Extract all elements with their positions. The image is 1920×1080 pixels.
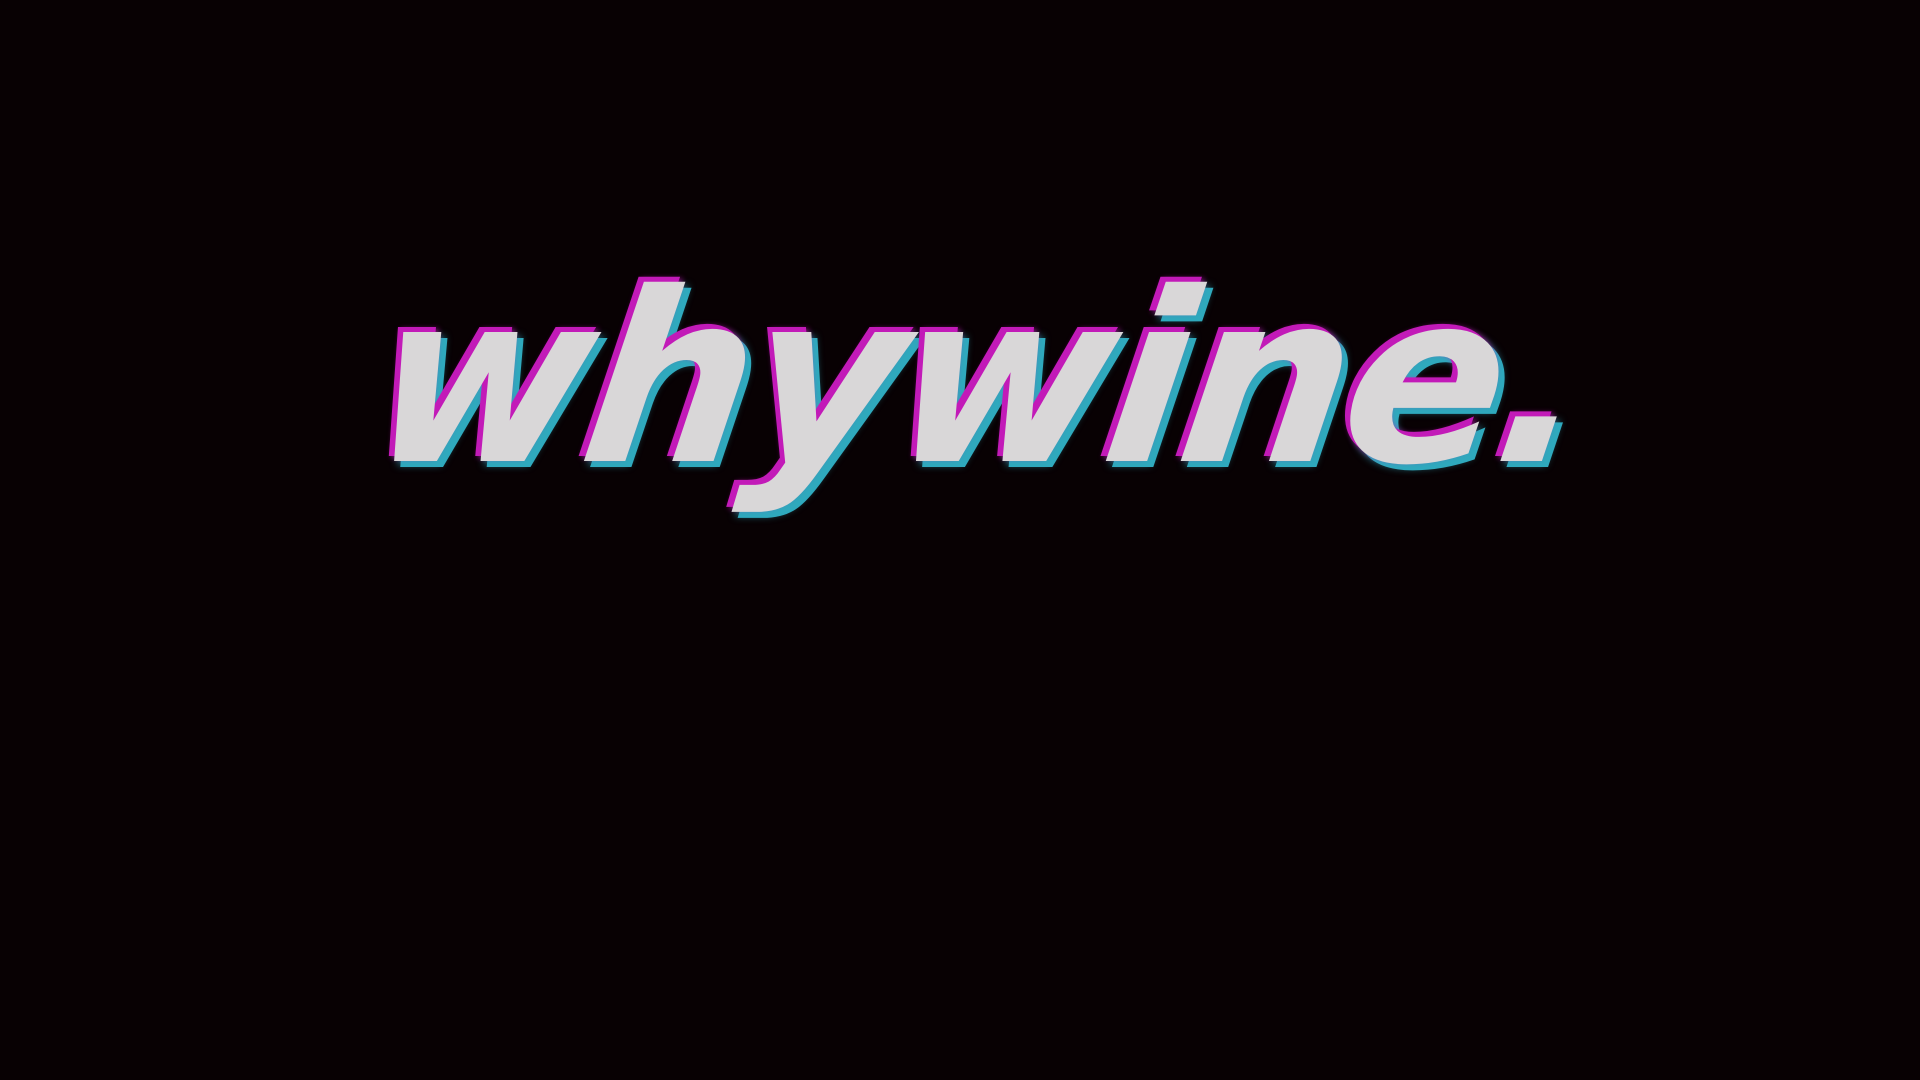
logo-container	[0, 242, 1920, 517]
brand-logo-text: whywine.	[356, 242, 1604, 517]
